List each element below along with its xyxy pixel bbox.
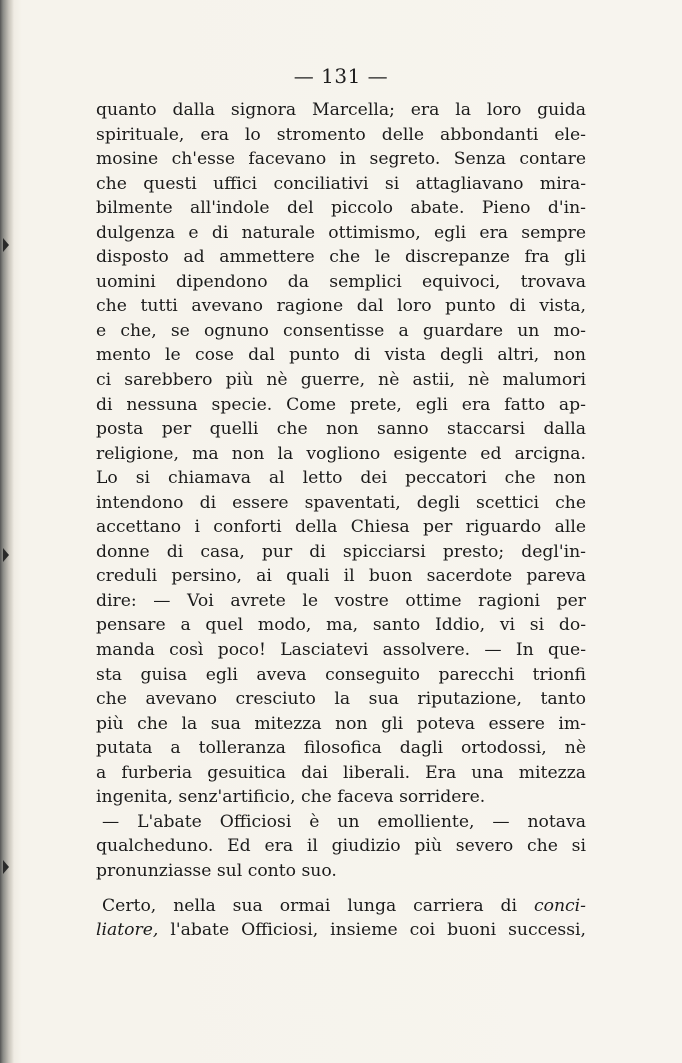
text-line: dulgenza e di naturale ottimismo, egli era sempre xyxy=(96,222,586,243)
text-fragment: l'abate Officiosi, insieme coi buoni successi, xyxy=(170,920,586,941)
paragraph-3 xyxy=(96,894,586,943)
text-line: manda così poco! Lasciatevi assolvere. — In que- xyxy=(96,640,586,661)
paragraph-gap xyxy=(96,884,586,894)
text-line: ingenita, senz'artificio, che faceva sorridere. xyxy=(96,787,486,808)
text-line: sta guisa egli aveva conseguito parecchi trionfi xyxy=(96,664,586,685)
text-line: bilmente all'indole del piccolo abate. Pieno d'in- xyxy=(96,198,586,219)
text-line: dire: — Voi avrete le vostre ottime ragioni per xyxy=(96,590,586,611)
text-line: e che, se ognuno consentisse a guardare un mo- xyxy=(96,320,586,341)
text-line: pensare a quel modo, ma, santo Iddio, vi si do- xyxy=(96,615,586,636)
text-line xyxy=(96,894,586,919)
text-line: che questi uffici conciliativi si attagliavano mira- xyxy=(96,173,586,194)
italic-word: liatore, xyxy=(96,920,159,941)
text-line: uomini dipendono da semplici equivoci, trovava xyxy=(96,271,586,292)
text-line: donne di casa, pur di spicciarsi presto; degl'in- xyxy=(96,541,586,562)
paragraph-1 xyxy=(96,98,586,810)
text-line: più che la sua mitezza non gli poteva essere im- xyxy=(96,713,586,734)
text-line: qualcheduno. Ed era il giudizio più severo che si xyxy=(96,836,586,857)
body-text xyxy=(96,98,586,943)
text-line: Lo si chiamava al letto dei peccatori che non xyxy=(96,468,586,489)
text-line: mento le cose dal punto di vista degli altri, non xyxy=(96,345,586,366)
binding-edge xyxy=(0,0,14,1063)
page-number: — 131 — xyxy=(293,64,389,88)
text-line: a furberia gesuitica dai liberali. Era una mitezza xyxy=(96,762,586,783)
text-line: ci sarebbero più nè guerre, nè astii, nè malumori xyxy=(96,370,586,391)
text-line: che tutti avevano ragione dal loro punto di vista, xyxy=(96,296,586,317)
text-line: creduli persino, ai quali il buon sacerdote pareva xyxy=(96,566,586,587)
text-line: quanto dalla signora Marcella; era la loro guida xyxy=(96,100,586,120)
text-line: pronunziasse sul conto suo. xyxy=(96,860,337,881)
text-line: disposto ad ammettere che le discrepanze fra gli xyxy=(96,247,586,268)
text-line: mosine ch'esse facevano in segreto. Senza contare xyxy=(96,149,586,170)
text-line: — L'abate Officiosi è un emolliente, — notava xyxy=(102,811,586,832)
text-line: che avevano cresciuto la sua riputazione, tanto xyxy=(96,689,586,710)
text-line: accettano i conforti della Chiesa per riguardo alle xyxy=(96,517,586,538)
text-line xyxy=(96,918,586,943)
text-line: putata a tolleranza filosofica dagli ortodossi, nè xyxy=(96,738,586,759)
text-line: di nessuna specie. Come prete, egli era fatto ap- xyxy=(96,394,586,415)
text-line: intendono di essere spaventati, degli scettici che xyxy=(96,492,586,513)
text-fragment: Certo, nella sua ormai lunga carriera di xyxy=(102,895,535,916)
text-line: spirituale, era lo stromento delle abbondanti ele- xyxy=(96,124,586,145)
text-line: religione, ma non la vogliono esigente ed arcigna. xyxy=(96,443,586,464)
italic-word: conci- xyxy=(534,895,586,916)
text-line: posta per quelli che non sanno staccarsi dalla xyxy=(96,419,586,440)
paragraph-2 xyxy=(96,810,586,884)
